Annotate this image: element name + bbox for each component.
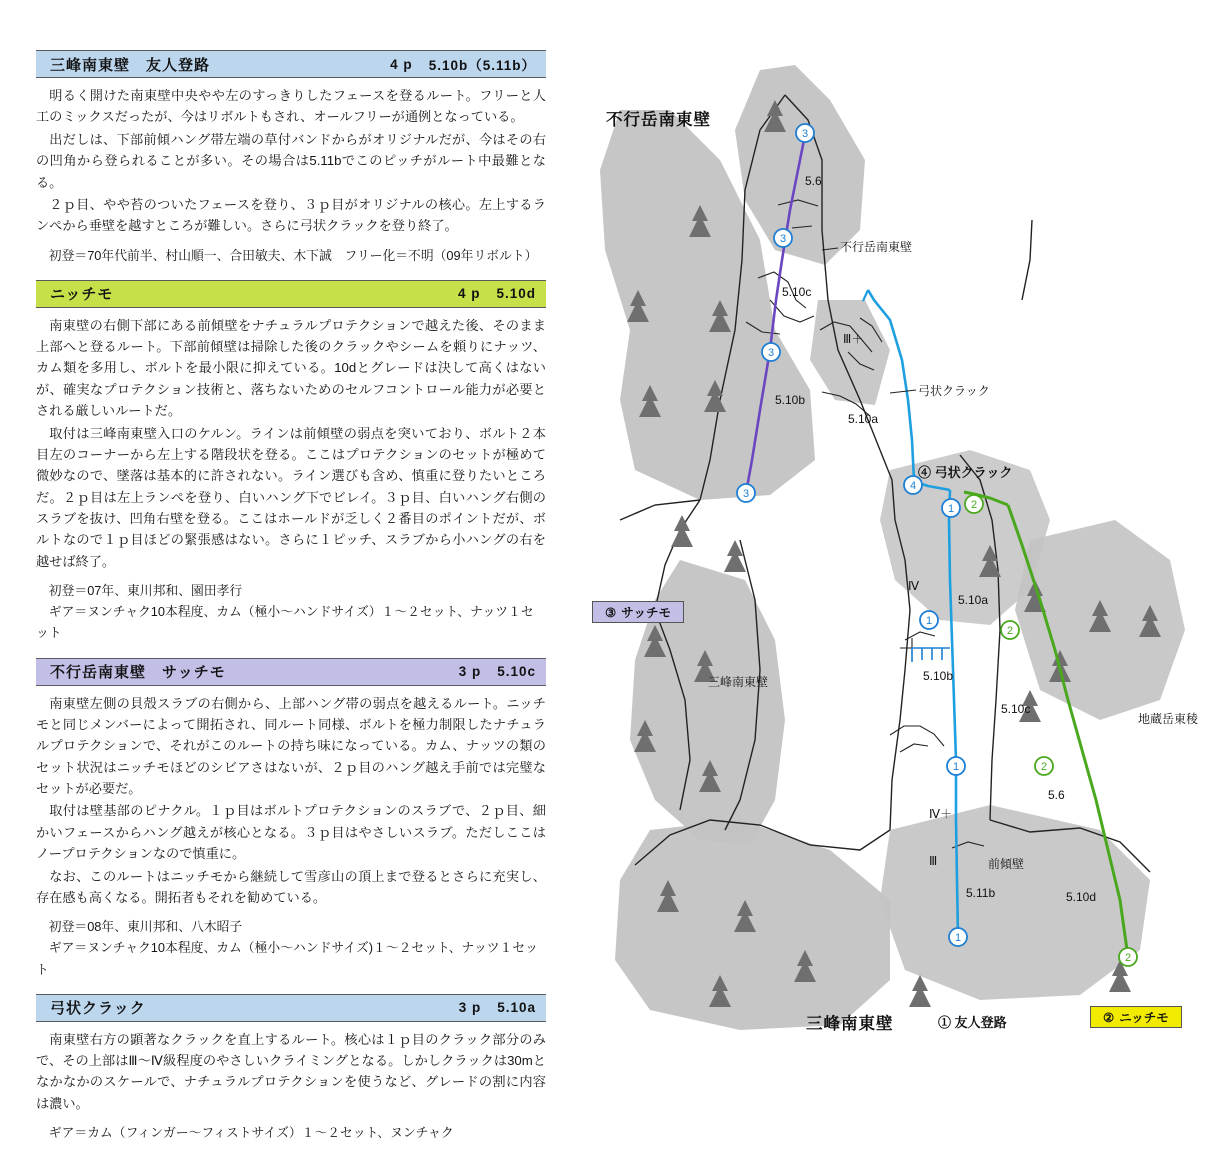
route-grade: 5.10b（5.11b） xyxy=(428,58,536,73)
svg-text:3: 3 xyxy=(742,488,750,500)
topo-heading-fugyodake: 不行岳南東壁 xyxy=(606,111,711,129)
route-pitches: 3 p xyxy=(458,664,482,680)
route-footnotes xyxy=(36,1122,546,1143)
svg-text:1: 1 xyxy=(925,615,933,627)
svg-text:3: 3 xyxy=(779,233,787,245)
wall-label-fugyodake: 不行岳南東壁 xyxy=(840,240,913,254)
grade-label: 5.11b xyxy=(966,886,996,900)
route-tag-number: ② xyxy=(1103,1010,1115,1025)
route-pitches: 4 p xyxy=(390,56,413,72)
route-title: 弓状クラック xyxy=(50,1000,146,1018)
route-paragraph: 明るく開けた南東壁中央やや左のすっきりしたフェースを登るルート。フリーと人工のミックスだったが、今はリボルトもされ、オールフリーが通例となっている。 xyxy=(36,88,546,125)
grade-label: 5.10c xyxy=(1001,702,1031,716)
route-tag-kyujyo xyxy=(918,462,1012,481)
route-pitches: 3 p xyxy=(458,1000,482,1016)
route-title: 不行岳南東壁 サッチモ xyxy=(50,664,226,682)
svg-text:4: 4 xyxy=(909,480,917,492)
svg-text:3: 3 xyxy=(801,128,809,140)
route-block xyxy=(36,280,546,644)
grade-label: Ⅳ xyxy=(908,579,920,593)
route-header xyxy=(36,994,546,1022)
topo-heading-mitsumine: 三峰南東壁 xyxy=(806,1015,894,1033)
route-description-column xyxy=(36,50,546,1157)
route-tag-nitchimo xyxy=(1090,1006,1182,1028)
svg-text:2: 2 xyxy=(1124,952,1132,964)
rock-shading xyxy=(600,65,1185,1030)
route-block xyxy=(36,994,546,1144)
grade-label: 5.10d xyxy=(1066,890,1097,904)
route-body xyxy=(36,1029,546,1115)
route-paragraph: 取付は三峰南東壁入口のケルン。ラインは前傾壁の弱点を突いており、ボルト２本目左のコーナーから左上する階段状を登る。ここはプロテクションのセットが極めて微妙なので、墜落は基本的に許されない。ライン選びも含め、慎重に登りたいところだ。２ｐ目は左上ランぺを登り、白いハング下でビレイ。３ｐ目、白いハング右側のスラブを抜け、凹角右壁を登る。ここはホールドが乏しく２番目のポイントだが、ボルトなので１ｐ目ほどの緊張感はない。さらに１ピッチ、スラブから小ハングの右を越せば終了。 xyxy=(36,425,546,569)
svg-text:2: 2 xyxy=(1040,761,1048,773)
grade-label: Ⅲ＋ xyxy=(843,332,864,346)
svg-text:3: 3 xyxy=(767,347,775,359)
route-arrow-kyujyo xyxy=(863,290,874,301)
route-footnotes xyxy=(36,580,546,643)
route-header xyxy=(36,50,546,78)
route-block xyxy=(36,50,546,266)
route-paragraph: 取付は壁基部のピナクル。１ｐ目はボルトプロテクションのスラブで、２ｐ目、細かいフェースからハング越えが核心となる。３ｐ目はやさしいスラブ。ただしここはノープロテクションなので慎重に。 xyxy=(36,803,546,862)
route-paragraph: 南東壁左側の貝殻スラブの右側から、上部ハング帯の弱点を越えるルート。ニッチモと同じメンバーによって開拓され、同ルート同様、ボルトを極力制限したナチュラルプロテクションで、それがこのルートの持ち味になっている。カム、ナッツの類のセット状況はニッチモほどのシビアさはないが、２ｐ目のハング越え手前では完璧なセットが必要だ。 xyxy=(36,695,546,797)
route-tag-label: 弓状クラック xyxy=(934,465,1013,480)
feature-label-kyujyo-crack: 弓状クラック xyxy=(918,384,990,398)
wall-label-zenkeiheki: 前傾壁 xyxy=(988,857,1025,871)
route-tag-yujyo xyxy=(938,1012,1007,1031)
svg-text:1: 1 xyxy=(947,503,955,515)
route-footnotes xyxy=(36,245,546,266)
route-grade: 5.10a xyxy=(497,1000,536,1016)
ledge-ticks xyxy=(912,648,950,662)
svg-text:2: 2 xyxy=(970,499,978,511)
route-tag-sachimo xyxy=(592,601,684,623)
grade-label: 5.10c xyxy=(782,285,812,299)
route-paragraph: 出だしは、下部前傾ハング帯左端の草付バンドからがオリジナルだが、今はその右の凹角から登られることが多い。その場合は5.11bでこのピッチがルート中最難となる。 xyxy=(36,131,546,190)
svg-text:1: 1 xyxy=(954,932,962,944)
route-paragraph: なお、このルートはニッチモから継続して雪彦山の頂上まで登るとさらに充実し、存在感も高くなる。開拓者もそれを勧めている。 xyxy=(36,868,546,905)
route-paragraph: 南東壁の右側下部にある前傾壁をナチュラルプロテクションで越えた後、そのまま上部へと登るルート。下部前傾壁は掃除した後のクラックやシームを頼りにナッツ、カム類を多用し、ボルトを最小限に抑えている。10dとグレードは決して高くはないが、確実なプロテクション技術と、落ちないためのセルフコントロール能力が必要とされる厳しいルートだ。 xyxy=(36,317,546,419)
route-header xyxy=(36,280,546,308)
route-grade: 5.10d xyxy=(496,286,536,302)
route-block xyxy=(36,658,546,980)
topo-svg xyxy=(560,0,1226,1080)
route-footnote: ギア＝ヌンチャク10本程度、カム（極小〜ハンドサイズ）１〜２セット、ナッツ１セット xyxy=(36,604,534,641)
route-title: 三峰南東壁 友人登路 xyxy=(50,56,211,74)
topo-diagram xyxy=(560,0,1226,1080)
grade-label: 5.10a xyxy=(958,593,989,607)
route-pitches: 4 p xyxy=(457,286,481,302)
route-tag-label: サッチモ xyxy=(621,606,671,620)
route-body xyxy=(36,85,546,237)
route-footnote: 初登＝70年代前半、村山順一、合田敏夫、木下誠 フリー化＝不明（09年リボルト） xyxy=(48,247,538,263)
wall-label-jizodake: 地蔵岳東稜 xyxy=(1138,712,1199,726)
route-tag-number: ① xyxy=(938,1015,952,1030)
route-paragraph: ２ｐ目、やや苔のついたフェースを登り、３ｐ目がオリジナルの核心。左上するランぺから垂壁を越すところが難しい。さらに弓状クラックを登り終了。 xyxy=(36,196,546,234)
route-footnote: ギア＝ヌンチャク10本程度、カム（極小〜ハンドサイズ)１〜２セット、ナッツ１セット xyxy=(36,940,538,977)
grade-label: 5.10b xyxy=(923,669,954,683)
grade-label: 5.6 xyxy=(805,174,822,188)
route-tag-number: ③ xyxy=(605,605,617,620)
route-grade: 5.10c xyxy=(497,664,536,680)
grade-label: 5.6 xyxy=(1048,788,1065,802)
grade-label: 5.10a xyxy=(848,412,879,426)
svg-text:1: 1 xyxy=(952,761,960,773)
svg-text:2: 2 xyxy=(1006,625,1014,637)
route-tag-label: 友人登路 xyxy=(954,1015,1007,1030)
grade-label: 5.10b xyxy=(775,393,806,407)
route-footnote: 初登＝08年、東川邦和、八木昭子 xyxy=(48,919,243,935)
grade-label: Ⅳ＋ xyxy=(929,807,953,821)
callout-line-kyujyo xyxy=(890,390,916,393)
route-tag-label: ニッチモ xyxy=(1119,1011,1169,1025)
route-paragraph: 南東壁右方の顕著なクラックを直上するルート。核心は１ｐ目のクラック部分のみで、その上部はⅢ〜Ⅳ級程度のやさしいクライミングとなる。しかしクラックは30mとなかなかのスケールで、ナチュラルプロテクションを使うなど、グレードの割に内容は濃い。 xyxy=(36,1031,546,1111)
route-footnote: ギア＝カム（フィンガー〜フィストサイズ）１〜２セット、ヌンチャク xyxy=(48,1125,454,1141)
route-tag-number: ④ xyxy=(918,465,932,480)
wall-label-mitsumine: 三峰南東壁 xyxy=(708,675,769,689)
route-title: ニッチモ xyxy=(50,286,114,304)
grade-label: Ⅲ xyxy=(929,854,938,868)
route-footnote: 初登＝07年、東川邦和、園田孝行 xyxy=(48,583,243,599)
route-body xyxy=(36,315,546,573)
route-body xyxy=(36,693,546,909)
route-header xyxy=(36,658,546,686)
route-footnotes xyxy=(36,916,546,979)
